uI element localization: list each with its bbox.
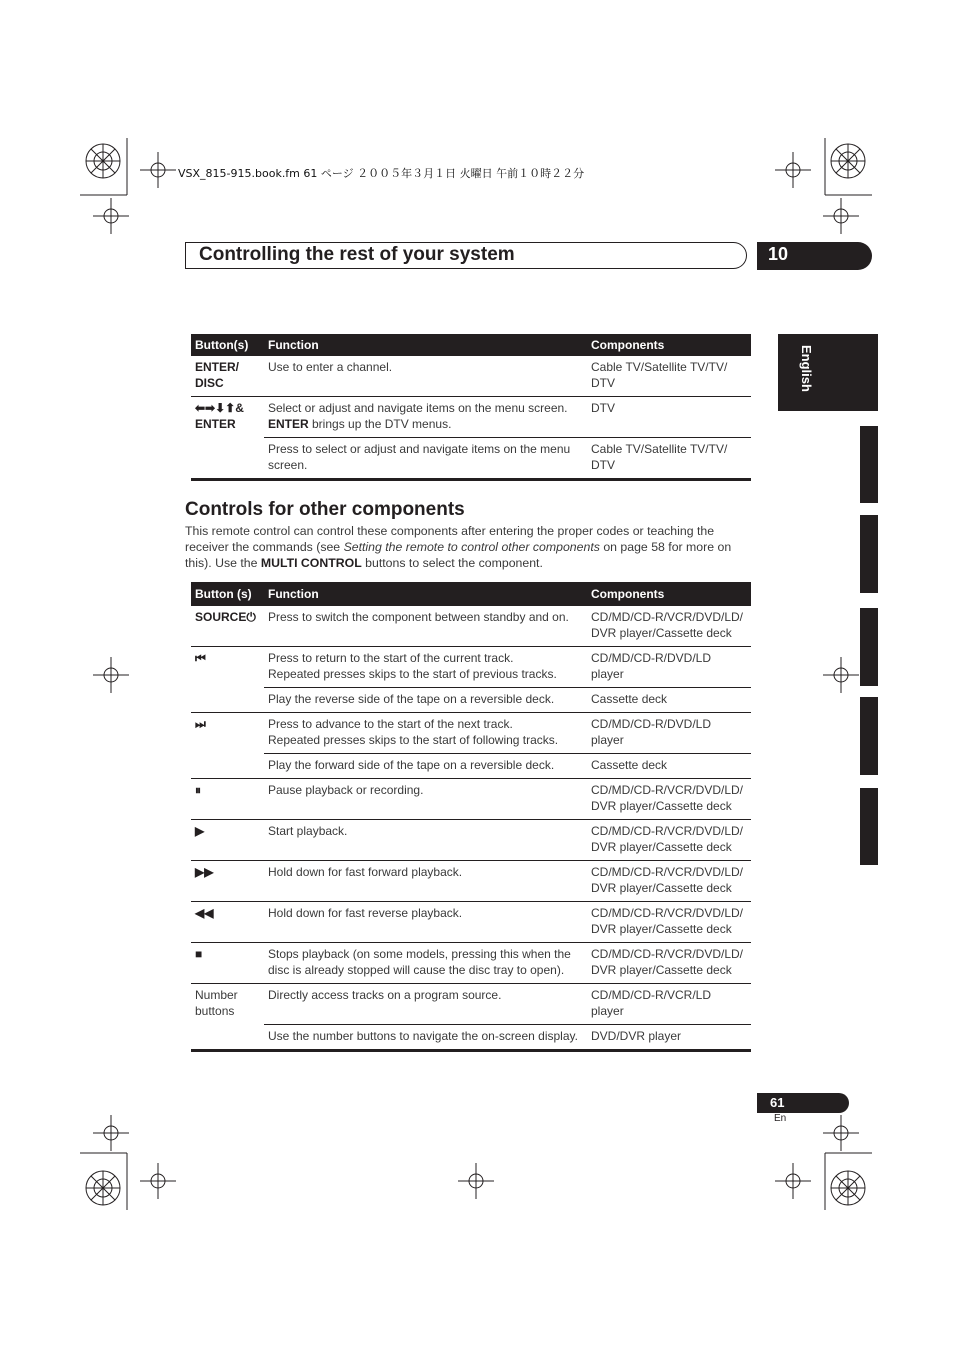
table-row [191,902,751,943]
components-cell: CD/MD/CD-R/VCR/DVD/LD/ DVR player/Cassette deck [587,820,751,861]
function-cell: Play the reverse side of the tape on a reversible deck. [264,688,587,713]
chapter-number: 10 [757,242,872,270]
components-cell: Cassette deck [587,754,751,779]
function-cell: Pause playback or recording. [264,779,587,820]
rewind-icon: ◀◀ [191,902,264,943]
table-row [191,820,751,861]
table-row [191,754,751,779]
function-cell: Hold down for fast reverse playback. [264,902,587,943]
side-block [860,426,878,503]
table-row [191,713,751,754]
table-row [191,356,751,397]
function-cell: Press to return to the start of the current track. Repeated presses skips to the start of previous tracks. [264,647,587,688]
side-block [860,697,878,775]
button-cell: Number buttons [191,984,264,1051]
column-header: Button(s) [191,334,264,356]
components-cell: CD/MD/CD-R/VCR/DVD/LD/ DVR player/Cassette deck [587,902,751,943]
table-row [191,647,751,688]
components-cell: CD/MD/CD-R/VCR/DVD/LD/ DVR player/Cassette deck [587,861,751,902]
table-row [191,688,751,713]
side-block [860,788,878,865]
button-cell: ⏭ [191,713,264,779]
components-cell: Cable TV/Satellite TV/TV/ DTV [587,438,751,480]
stop-icon: ■ [191,943,264,984]
function-cell: Use the number buttons to navigate the on-screen display. [264,1025,587,1051]
print-info: VSX_815-915.book.fm 61 ページ ２００５年３月１日 火曜日 午前１０時２２分 [178,167,585,180]
table-header-row [191,334,751,356]
table-row [191,779,751,820]
function-cell: Directly access tracks on a program source. [264,984,587,1025]
components-cell: CD/MD/CD-R/VCR/DVD/LD/ DVR player/Cassette deck [587,943,751,984]
function-cell: Press to switch the component between standby and on. [264,606,587,647]
table-row [191,984,751,1025]
components-cell: CD/MD/CD-R/VCR/DVD/LD/ DVR player/Cassette deck [587,779,751,820]
column-header: Button (s) [191,582,264,606]
function-cell: Start playback. [264,820,587,861]
button-cell: ⏮ [191,647,264,713]
table-row [191,438,751,480]
column-header: Function [264,334,587,356]
function-cell: Press to advance to the start of the next track. Repeated presses skips to the start of following tracks. [264,713,587,754]
page-number: 61 [757,1093,849,1113]
components-cell: Cassette deck [587,688,751,713]
components-cell: DTV [587,397,751,438]
column-header: Components [587,334,751,356]
fast-forward-icon: ▶▶ [191,861,264,902]
function-cell: Press to select or adjust and navigate items on the menu screen. [264,438,587,480]
table-header-row [191,582,751,606]
components-cell: CD/MD/CD-R/DVD/LD player [587,713,751,754]
components-cell: CD/MD/CD-R/VCR/DVD/LD/ DVR player/Cassette deck [587,606,751,647]
button-cell: ⬅➡⬇⬆& ENTER [191,397,264,480]
language-tab-label: English [799,345,814,392]
button-cell: SOURCE⏻ [191,606,264,647]
components-cell: DVD/DVR player [587,1025,751,1051]
button-cell: ENTER/ DISC [191,356,264,397]
function-cell: Select or adjust and navigate items on the menu screen. ENTER brings up the DTV menus. [264,397,587,438]
pause-icon: ⏸ [191,779,264,820]
table-row [191,943,751,984]
page-title: Controlling the rest of your system [199,244,515,265]
page-language: En [774,1113,787,1124]
components-cell: CD/MD/CD-R/VCR/LD player [587,984,751,1025]
tv-controls-table [191,334,751,481]
section-paragraph: This remote control can control these components after entering the proper codes or teaching the receiver the commands (see Setting the remote to control other components on page 58 for more on this). Use the MULTI CONTROL buttons to select the component. [185,524,732,570]
component-controls-table [191,582,751,1052]
play-icon: ▶ [191,820,264,861]
function-cell: Hold down for fast forward playback. [264,861,587,902]
side-block [860,608,878,686]
table-row [191,861,751,902]
table-row [191,606,751,647]
function-cell: Stops playback (on some models, pressing this when the disc is already stopped will cause the disc tray to open). [264,943,587,984]
components-cell: Cable TV/Satellite TV/TV/ DTV [587,356,751,397]
column-header: Components [587,582,751,606]
function-cell: Play the forward side of the tape on a reversible deck. [264,754,587,779]
section-title: Controls for other components [185,499,465,520]
column-header: Function [264,582,587,606]
function-cell: Use to enter a channel. [264,356,587,397]
side-block [860,515,878,593]
table-row [191,397,751,438]
components-cell: CD/MD/CD-R/DVD/LD player [587,647,751,688]
table-row [191,1025,751,1051]
